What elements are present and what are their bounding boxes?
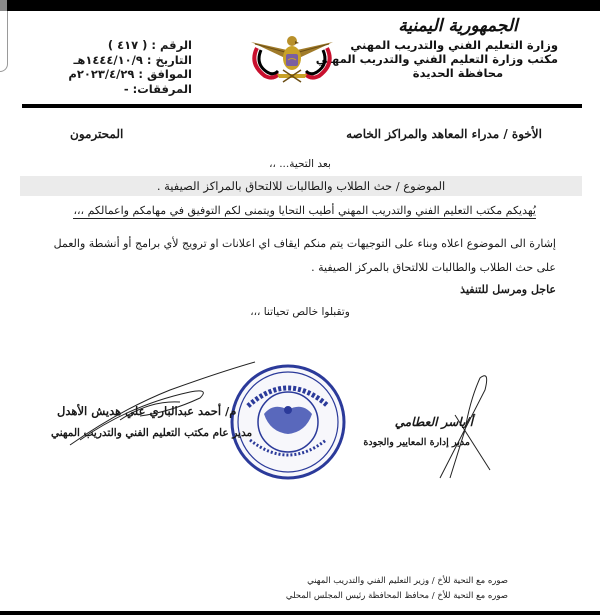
body-paragraph: إشارة الى الموضوع اعلاه وبناء على التوجيهات يتم منكم ايقاف اي اعلانات او ترويج لأي برامج أو أنشطة والعمل على حث الطلاب والطالبات للالتحاق بالمركز الصيفية .: [53, 237, 556, 274]
attachments-value: -: [123, 81, 129, 96]
cc-line: صوره مع التحية للأخ / محافظ المحافظة رئيس المجلس المحلي: [285, 591, 508, 601]
governorate-name: محافظة الحديدة: [412, 66, 504, 80]
reference-number-row: [80, 38, 192, 53]
salutation: يُهديكم مكتب التعليم الفني والتدريب المهني أطيب التحايا ويتمنى لكم التوفيق في مهامكم واعمالكم ،،،: [73, 204, 536, 217]
right-signatory-title: مدير إدارة المعايير والجودة: [363, 437, 470, 448]
office-name: مكتب وزارة التعليم الفني والتدريب المهني: [315, 52, 558, 66]
addressee: الأخوة / مدراء المعاهد والمراكز الخاصه: [346, 127, 542, 141]
left-signatory-name: م/ أحمد عبدالباري علي هديش الأهدل: [57, 404, 237, 418]
gregorian-date-row: [68, 67, 192, 82]
greeting: بعد التحية... ،،: [269, 158, 331, 170]
letter-reference-block: [68, 38, 192, 96]
gregorian-date-value: ٢٠٢٣/٤/٢٩م: [68, 67, 135, 81]
left-signatory-title: مدير عام مكتب التعليم الفني والتدريب المهني: [51, 427, 253, 439]
ministry-name: وزارة التعليم الفني والتدريب المهني: [350, 38, 558, 52]
official-stamp: [228, 362, 348, 482]
attachments-label: المرفقات:: [132, 81, 192, 96]
reference-number-label: الرقم :: [151, 38, 192, 52]
subject-line: الموضوع / حث الطلاب والطالبات للالتحاق بالمراكز الصيفية .: [20, 176, 582, 196]
hijri-date-row: [73, 52, 192, 68]
gregorian-date-label: الموافق :: [138, 67, 192, 81]
yemen-eagle-emblem-icon: [247, 30, 337, 86]
republic-title: الجمهورية اليمنية: [398, 16, 518, 36]
respected-title: المحترمون: [70, 127, 124, 141]
cc-line: صوره مع التحية للأخ / وزير التعليم الفني والتدريب المهني: [307, 576, 508, 586]
header-divider: [22, 104, 582, 108]
left-edge-tab: [0, 0, 7, 11]
urgent-note: عاجل ومرسل للتنفيذ: [460, 283, 556, 296]
reference-number-value: ( ٤١٧ ): [107, 38, 148, 52]
right-signatory-name: أ/ياسر العطامي: [394, 415, 473, 429]
bottom-black-bar: [0, 611, 600, 615]
top-black-bar: [0, 0, 600, 11]
closing-line: وتقبلوا خالص تحياتنا ،،،: [250, 306, 350, 318]
hijri-date-value: ١٤٤٤/١٠/٩هـ: [73, 52, 143, 67]
attachments-row: [80, 82, 192, 97]
letterhead-right: [315, 14, 558, 80]
hijri-date-label: التاريخ :: [146, 52, 192, 67]
left-edge-rail: [0, 11, 8, 72]
